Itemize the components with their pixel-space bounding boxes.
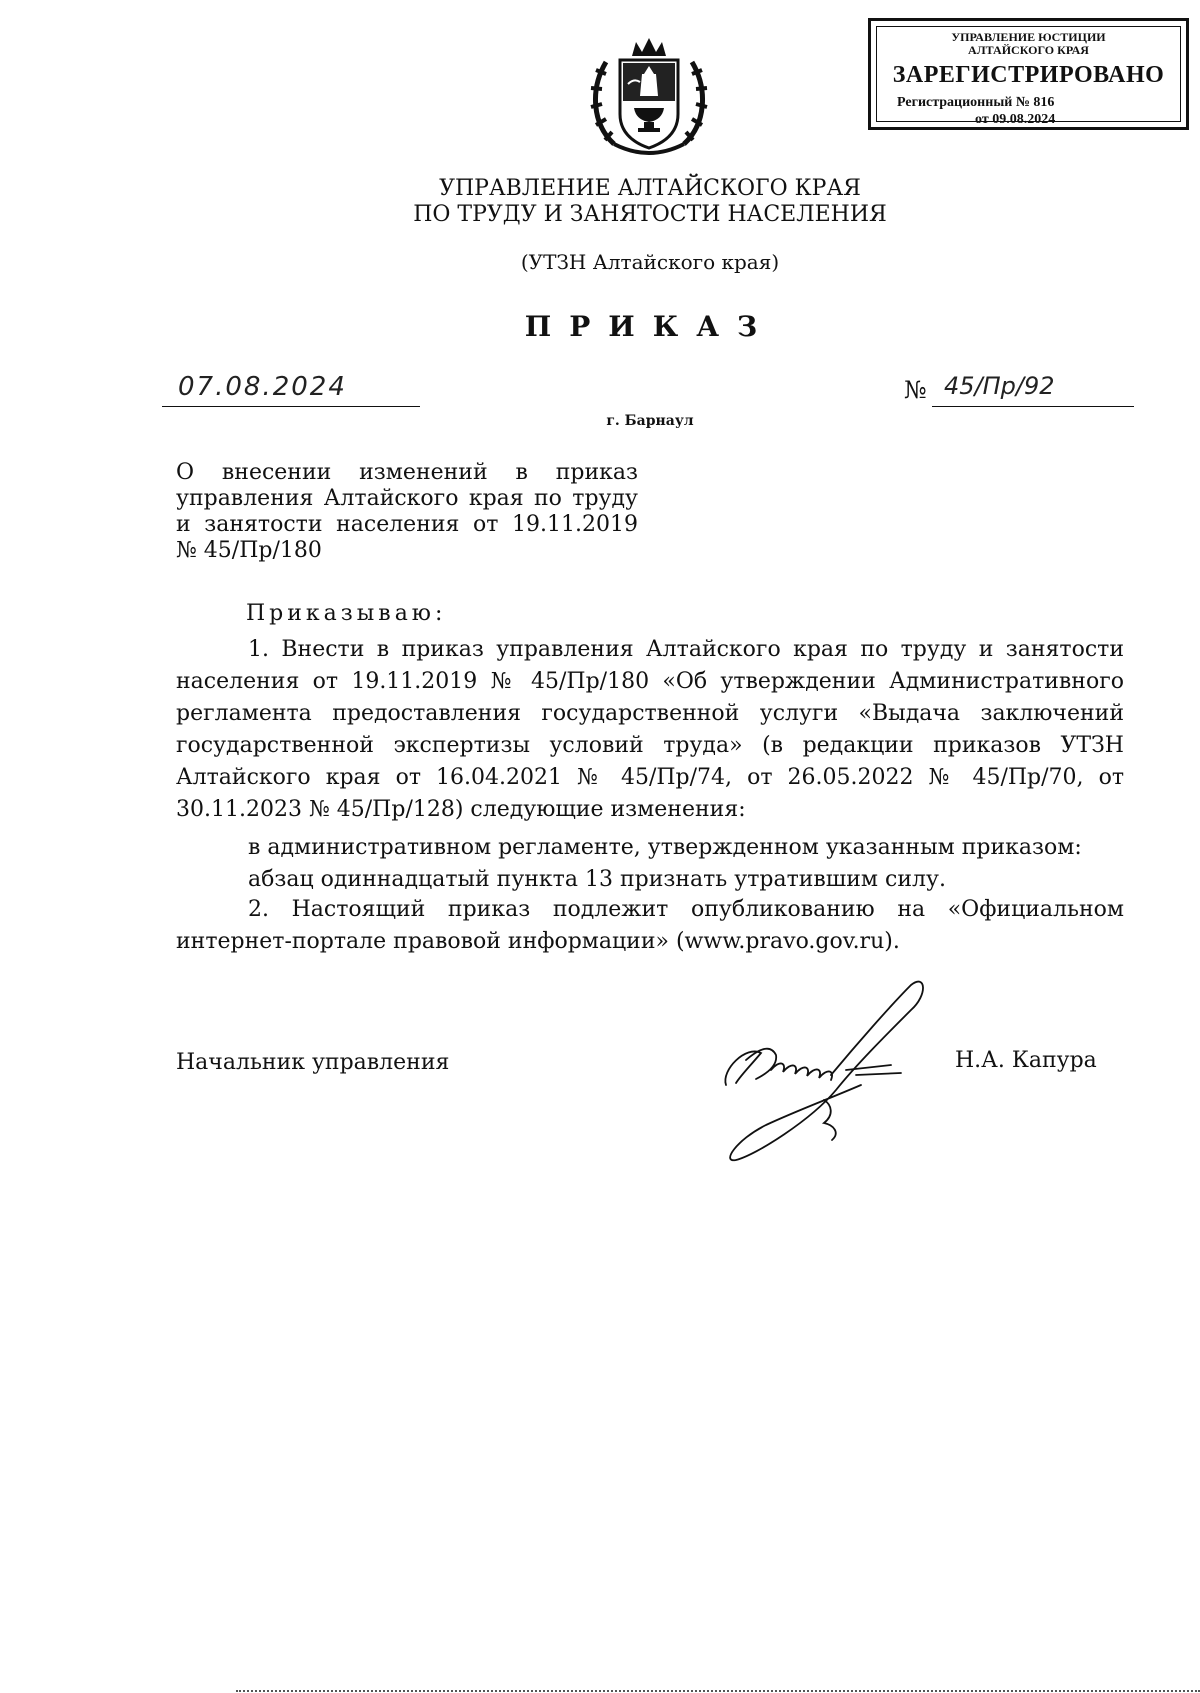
document-title: ПРИКАЗ [524,310,776,343]
handwritten-number: 45/Пр/92 [944,372,1055,400]
signatory-name: Н.А. Капура [955,1048,1097,1073]
stamp-org-line1: УПРАВЛЕНИЕ ЮСТИЦИИ [951,30,1106,44]
handwritten-signature-icon [716,975,936,1165]
scan-edge-line [236,1690,1200,1692]
paragraph-3: абзац одиннадцатый пункта 13 признать утратившим силу. [248,867,946,892]
dept-line1: УПРАВЛЕНИЕ АЛТАЙСКОГО КРАЯ [439,176,861,201]
order-subject: О внесении изменений в приказ управления Алтайского края по труду и занятости населения от 19.11.2019 № 45/Пр/180 [176,460,638,563]
handwritten-date: 07.08.2024 [178,372,347,402]
dept-abbreviation: (УТЗН Алтайского края) [520,250,780,274]
number-sign: № [904,376,927,404]
stamp-reg-date: от 09.08.2024 [975,112,1056,127]
number-underline [932,406,1134,407]
paragraph-4: 2. Настоящий приказ подлежит опубликованию на «Официальном интернет-портале правовой информации» (www.pravo.gov.ru). [176,897,1124,954]
stamp-reg-number: Регистрационный № 816 [897,95,1055,110]
signatory-position: Начальник управления [176,1050,450,1075]
city: г. Барнаул [606,413,694,429]
order-word: Приказываю: [246,601,447,626]
registration-stamp [868,18,1189,130]
stamp-registered: ЗАРЕГИСТРИРОВАНО [892,62,1165,88]
paragraph-1: 1. Внести в приказ управления Алтайского края по труду и занятости населения от 19.11.2019 № 45/Пр/180 «Об утверждении Административного регламента предоставления государственной услуги «Выдача заключений государственной экспертизы условий труда» (в редакции приказов УТЗН Алтайского края от 16.04.2021 № 45/Пр/74, от 26.05.2022 № 45/Пр/70, от 30.11.2023 № 45/Пр/128) следующие изменения: [176,637,1124,822]
paragraph-2: в административном регламенте, утвержденном указанным приказом: [248,835,1082,860]
dept-line2: ПО ТРУДУ И ЗАНЯТОСТИ НАСЕЛЕНИЯ [413,202,887,227]
coat-of-arms-icon [584,34,714,164]
date-underline [162,406,420,407]
stamp-org-line2: АЛТАЙСКОГО КРАЯ [968,43,1089,57]
